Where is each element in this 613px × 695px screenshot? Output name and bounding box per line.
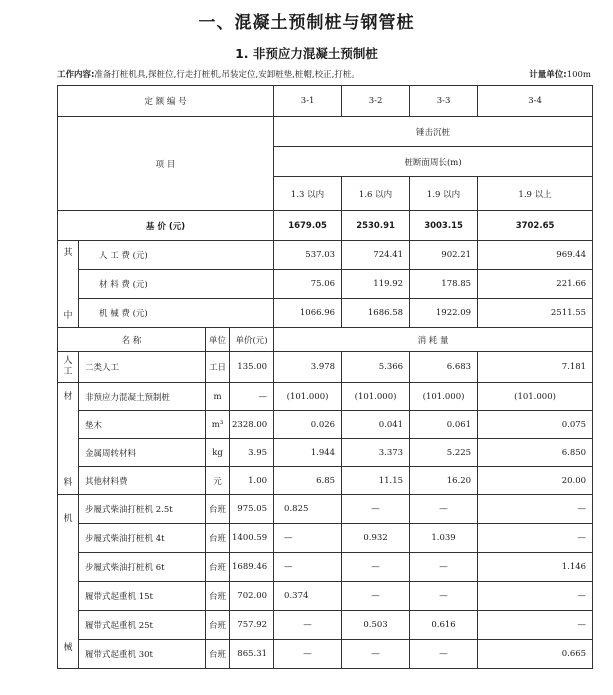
- resource-value: —: [274, 553, 342, 582]
- resource-value: 3.978: [274, 352, 342, 383]
- machine-row: [58, 582, 593, 611]
- resource-price: 702.00: [230, 582, 274, 611]
- quota-code: 3-2: [342, 86, 410, 117]
- resource-unit: 台班: [206, 611, 230, 640]
- quota-code-label: 定 额 编 号: [58, 86, 274, 117]
- resource-price: 1689.46: [230, 553, 274, 582]
- resource-price: 975.05: [230, 495, 274, 524]
- material-row: [58, 411, 593, 439]
- range-cell: 1.3 以内: [274, 177, 342, 211]
- range-cell: 1.6 以内: [342, 177, 410, 211]
- measure-unit: [529, 68, 591, 80]
- resource-name: 步履式柴油打桩机 2.5t: [79, 495, 206, 524]
- sub-cost-value: 221.66: [478, 270, 593, 299]
- sub-cost-value: 119.92: [342, 270, 410, 299]
- resource-value: 7.181: [478, 352, 593, 383]
- resource-value: —: [478, 495, 593, 524]
- resource-value: 0.616: [410, 611, 478, 640]
- sub-cost-label: 人 工 费 (元): [79, 241, 274, 270]
- resource-value: —: [410, 640, 478, 669]
- work-content-label: 工作内容:: [57, 70, 95, 80]
- resource-unit: 元: [206, 467, 230, 495]
- resource-price: 135.00: [230, 352, 274, 383]
- group-spacer: [58, 524, 79, 553]
- work-content-text: 准备打桩机具,探桩位,行走打桩机,吊装定位,安卸桩垫,桩帽,校正,打桩。: [94, 70, 360, 80]
- resource-name: 金属周转材料: [79, 439, 206, 467]
- quota-table: [57, 85, 593, 669]
- resource-unit: 台班: [206, 495, 230, 524]
- resource-name: 履带式起重机 25t: [79, 611, 206, 640]
- quota-code-row: [58, 86, 593, 117]
- group-char: 人: [63, 356, 73, 366]
- group-material-bottom: 料: [58, 467, 79, 495]
- resource-price: 2328.00: [230, 411, 274, 439]
- group-char: 工: [63, 367, 73, 377]
- base-price-label: 基 价 (元): [58, 211, 274, 241]
- quota-code: 3-4: [478, 86, 593, 117]
- group-spacer: [58, 270, 79, 299]
- sub-cost-value: 178.85: [410, 270, 478, 299]
- sub-cost-value: 969.44: [478, 241, 593, 270]
- group-machine-bottom: 械: [58, 640, 79, 669]
- quota-code: 3-1: [274, 86, 342, 117]
- resource-value: 6.85: [274, 467, 342, 495]
- resource-unit: 台班: [206, 582, 230, 611]
- resource-value: 0.825: [274, 495, 342, 524]
- quota-code: 3-3: [410, 86, 478, 117]
- group-spacer: [58, 411, 79, 439]
- resource-name: 步履式柴油打桩机 6t: [79, 553, 206, 582]
- range-cell: 1.9 以上: [478, 177, 593, 211]
- resource-price: 1400.59: [230, 524, 274, 553]
- sub-cost-value: 75.06: [274, 270, 342, 299]
- perimeter-label: 桩断面周长(m): [274, 147, 593, 177]
- material-row: [58, 439, 593, 467]
- group-spacer: [58, 439, 79, 467]
- resource-value: 0.041: [342, 411, 410, 439]
- sub-cost-value: 724.41: [342, 241, 410, 270]
- resource-value: 5.366: [342, 352, 410, 383]
- resource-value: 1.944: [274, 439, 342, 467]
- resource-price: 757.92: [230, 611, 274, 640]
- machine-row: [58, 553, 593, 582]
- resource-price: 1.00: [230, 467, 274, 495]
- group-machine-top: 机: [58, 495, 79, 524]
- header-unit: 单位: [206, 328, 230, 352]
- material-cost-row: [58, 270, 593, 299]
- base-price-value: 3702.65: [478, 211, 593, 241]
- resource-unit: 台班: [206, 553, 230, 582]
- sub-cost-value: 537.03: [274, 241, 342, 270]
- resource-value: 6.850: [478, 439, 593, 467]
- machine-row: [58, 524, 593, 553]
- resource-price: 3.95: [230, 439, 274, 467]
- resource-value: 3.373: [342, 439, 410, 467]
- resource-value: 0.665: [478, 640, 593, 669]
- sub-cost-value: 1066.96: [274, 299, 342, 328]
- measure-unit-value: 100m: [566, 70, 591, 80]
- method-label: 锤击沉桩: [274, 117, 593, 147]
- machine-row: [58, 495, 593, 524]
- resource-value: —: [478, 611, 593, 640]
- sub-cost-value: 2511.55: [478, 299, 593, 328]
- machine-cost-row: [58, 299, 593, 328]
- sub-cost-value: 1686.58: [342, 299, 410, 328]
- machine-row: [58, 611, 593, 640]
- resource-price: —: [230, 383, 274, 411]
- labor-cost-row: [58, 241, 593, 270]
- resource-value: —: [478, 524, 593, 553]
- resource-value: (101.000): [342, 383, 410, 411]
- group-qi: 其: [58, 241, 79, 270]
- sub-cost-label: 材 料 费 (元): [79, 270, 274, 299]
- resource-name: 二类人工: [79, 352, 206, 383]
- resource-value: —: [342, 582, 410, 611]
- resource-value: 0.075: [478, 411, 593, 439]
- group-material-top: 材: [58, 383, 79, 411]
- resource-value: —: [274, 611, 342, 640]
- resource-value: —: [410, 495, 478, 524]
- resource-value: 0.503: [342, 611, 410, 640]
- work-content: [57, 68, 527, 80]
- header-consumption: 消 耗 量: [274, 328, 593, 352]
- resource-name: 非预应力混凝土预制桩: [79, 383, 206, 411]
- resource-value: (101.000): [478, 383, 593, 411]
- base-price-value: 1679.05: [274, 211, 342, 241]
- resource-value: 0.932: [342, 524, 410, 553]
- page-title: 一、混凝土预制桩与钢管桩: [198, 13, 415, 33]
- resource-unit: m: [206, 383, 230, 411]
- section-subtitle: 1. 非预应力混凝土预制桩: [235, 46, 378, 61]
- material-row: [58, 467, 593, 495]
- method-row: [58, 117, 593, 147]
- sub-cost-value: 1922.09: [410, 299, 478, 328]
- resource-value: 0.374: [274, 582, 342, 611]
- resource-value: 20.00: [478, 467, 593, 495]
- resource-value: 0.061: [410, 411, 478, 439]
- resource-name: 垫木: [79, 411, 206, 439]
- resource-unit: 台班: [206, 640, 230, 669]
- group-zhong: 中: [58, 299, 79, 328]
- resource-value: 16.20: [410, 467, 478, 495]
- sub-cost-value: 902.21: [410, 241, 478, 270]
- resource-value: 11.15: [342, 467, 410, 495]
- resource-value: —: [274, 524, 342, 553]
- group-spacer: [58, 553, 79, 582]
- resource-unit: 台班: [206, 524, 230, 553]
- resource-name: 其他材料费: [79, 467, 206, 495]
- range-cell: 1.9 以内: [410, 177, 478, 211]
- resource-name: 步履式柴油打桩机 4t: [79, 524, 206, 553]
- group-spacer: [58, 582, 79, 611]
- header-name: 名 称: [58, 328, 206, 352]
- resource-value: —: [274, 640, 342, 669]
- resource-value: —: [410, 582, 478, 611]
- labor-row: [58, 352, 593, 383]
- resource-unit: m³: [206, 411, 230, 439]
- resource-value: (101.000): [274, 383, 342, 411]
- resource-name: 履带式起重机 15t: [79, 582, 206, 611]
- resource-value: —: [342, 495, 410, 524]
- resource-value: 6.683: [410, 352, 478, 383]
- group-spacer: [58, 611, 79, 640]
- resource-price: 865.31: [230, 640, 274, 669]
- resource-value: —: [342, 553, 410, 582]
- item-label: 项 目: [58, 117, 274, 211]
- measure-unit-label: 计量单位:: [529, 70, 567, 80]
- resource-value: —: [342, 640, 410, 669]
- resource-header-row: [58, 328, 593, 352]
- resource-unit: kg: [206, 439, 230, 467]
- resource-value: —: [478, 582, 593, 611]
- resource-value: (101.000): [410, 383, 478, 411]
- base-price-row: [58, 211, 593, 241]
- resource-value: 0.026: [274, 411, 342, 439]
- machine-row: [58, 640, 593, 669]
- resource-name: 履带式起重机 30t: [79, 640, 206, 669]
- resource-value: —: [410, 553, 478, 582]
- sub-cost-label: 机 械 费 (元): [79, 299, 274, 328]
- resource-value: 1.039: [410, 524, 478, 553]
- material-row: [58, 383, 593, 411]
- resource-unit: 工日: [206, 352, 230, 383]
- base-price-value: 2530.91: [342, 211, 410, 241]
- resource-value: 5.225: [410, 439, 478, 467]
- resource-value: 1.146: [478, 553, 593, 582]
- header-price: 单价(元): [230, 328, 274, 352]
- group-labor: [58, 352, 79, 383]
- base-price-value: 3003.15: [410, 211, 478, 241]
